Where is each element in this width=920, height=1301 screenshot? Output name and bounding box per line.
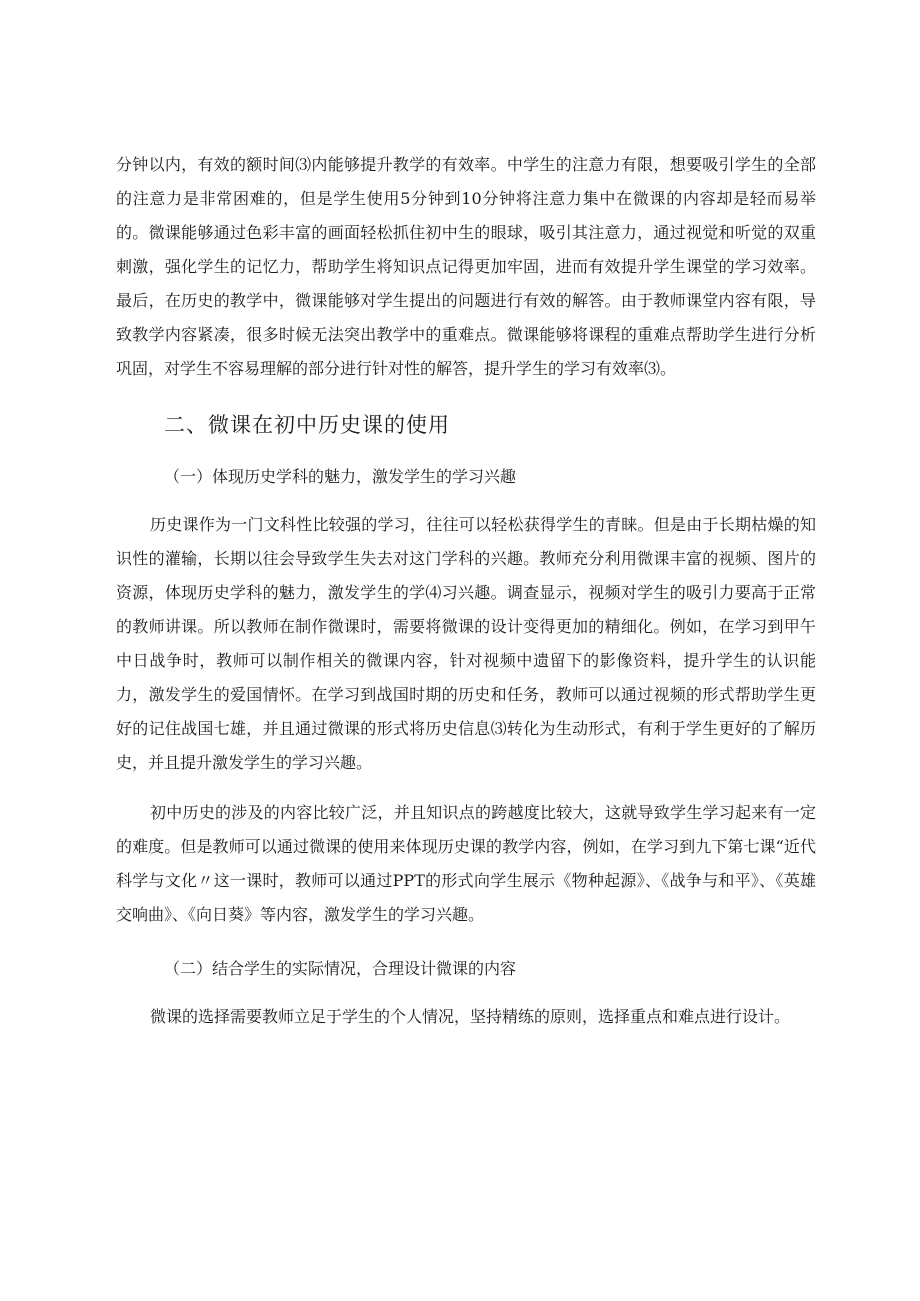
- subsection-2-heading: （二）结合学生的实际情况，合理设计微课的内容: [164, 959, 517, 978]
- subsection-1-paragraph-1: 历史课作为一门文科性比较强的学习，往往可以轻松获得学生的青睐。但是由于长期枯燥的知识性的灌输，长期以往会导致学生失去对这门学科的兴趣。教师充分利用微课丰富的视频、图片的资源，体现历史学科的魅力，激发学生的学⑷习兴趣。调查显示，视频对学生的吸引力要高于正常的教师讲课。所以教师在制作微课时，需要将微课的设计变得更加的精细化。例如，在学习到甲午中日战争时，教师可以制作相关的微课内容，针对视频中遗留下的影像资料，提升学生的认识能力，激发学生的爱国情怀。在学习到战国时期的历史和任务，教师可以通过视频的形式帮助学生更好的记住战国七雄，并且通过微课的形式将历史信息⑶转化为生动形式，有利于学生更好的了解历史，并且提升激发学生的学习兴趣。: [116, 515, 816, 772]
- intro-paragraph: 分钟以内，有效的额时间⑶内能够提升教学的有效率。中学生的注意力有限，想要吸引学生的全部的注意力是非常困难的，但是学生使用5分钟到10分钟将注意力集中在微课的内容却是轻而易举的。微课能够通过色彩丰富的画面轻松抓住初中生的眼球，吸引其注意力，通过视觉和听觉的双重刺激，强化学生的记忆力，帮助学生将知识点记得更加牢固，进而有效提升学生课堂的学习效率。最后，在历史的教学中，微课能够对学生提出的问题进行有效的解答。由于教师课堂内容有限，导致教学内容紧凑，很多时候无法突出教学中的重难点。微课能够将课程的重难点帮助学生进行分析巩固，对学生不容易理解的部分进行针对性的解答，提升学生的学习有效率⑶。: [116, 155, 816, 378]
- subsection-1-paragraph-2: 初中历史的涉及的内容比较广泛，并且知识点的跨越度比较大，这就导致学生学习起来有一定的难度。但是教师可以通过微课的使用来体现历史课的教学内容，例如，在学习到九下第七课“近代科学与文化〃这一课时，教师可以通过PPT的形式向学生展示《物种起源》、《战争与和平》、《英雄交响曲》、《向日葵》等内容，激发学生的学习兴趣。: [116, 803, 816, 924]
- subsection-1-heading: （一）体现历史学科的魅力，激发学生的学习兴趣: [164, 467, 517, 486]
- section-heading: 二、微课在初中历史课的使用: [164, 413, 450, 437]
- document-page: [116, 148, 816, 1034]
- subsection-2-paragraph-1: 微课的选择需要教师立足于学生的个人情况，坚持精练的原则，选择重点和难点进行设计。: [150, 1007, 791, 1026]
